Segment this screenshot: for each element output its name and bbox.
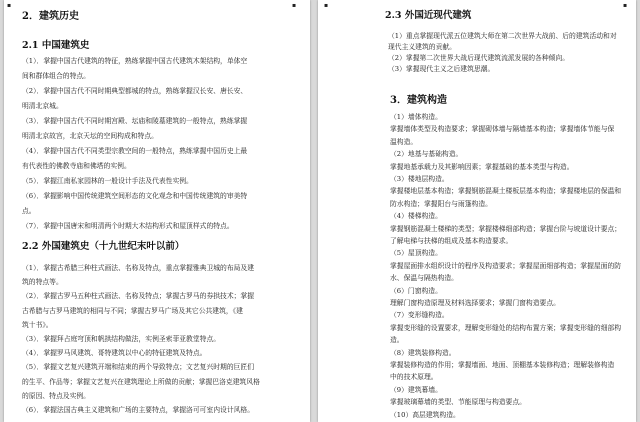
heading-2-2: 2.2 外国建筑史（十九世纪末叶以前）: [22, 241, 185, 252]
text-line: 古希腊与古罗马建筑的相同与不同；掌握古罗马广场及其它公共建筑，《建: [22, 306, 243, 315]
text-line: （3）．掌握中国古代不同时期宫殿、坛庙和陵墓建筑的一般特点，熟练掌握: [22, 117, 248, 125]
text-line: 掌握变形缝的设置要求，理解变形缝处的结构布置方案；掌握变形缝的细部构: [390, 323, 622, 332]
heading-2-1: 2.1 中国建筑史: [22, 40, 90, 51]
text-line: 温构造。: [390, 137, 418, 146]
text-line: （4）．掌握罗马风建筑、哥特建筑以中心的特征建筑及特点。: [22, 349, 207, 358]
text-line: （2）掌握第二次世界大战后现代建筑流派发展的各种倾向。: [388, 54, 570, 62]
left-document-page: [4, 0, 310, 422]
text-line: 理解门窗构造原理及材料选择要求；掌握门窗构造要点。: [390, 299, 560, 307]
text-line: （2）地基与基础构造。: [390, 150, 463, 159]
text-line: （2）．掌握中国古代不同时期典型都城的特点，熟练掌握汉长安、唐长安、: [22, 87, 248, 95]
text-line: （2）．掌握古罗马五种柱式画法、名称及特点；掌握古罗马的券拱技术；掌握: [22, 292, 255, 301]
text-line: （1）墙体构造。: [390, 113, 442, 121]
text-line: （6）门窗构造。: [390, 286, 442, 295]
text-line: 筑的特点等。: [22, 278, 63, 287]
text-line: 现代主义建筑的贡献。: [388, 43, 456, 51]
text-line: 明清北京城。: [22, 102, 63, 110]
text-line: 掌握屋面排水组织设计的程序及构造要求；掌握屋面细部构造；掌握屋面的防: [390, 261, 622, 270]
text-line: 掌握楼地层基本构造；掌握钢筋混凝土楼板层基本构造；掌握楼地层的保温和: [390, 187, 622, 196]
text-line: （1）重点掌握现代派五位建筑大师在第二次世界大战前、后的建筑活动和对: [388, 32, 617, 40]
right-document-page: [318, 0, 636, 422]
corner-mark: ▪: [7, 2, 12, 9]
heading-3-construction: 3．建筑构造: [390, 95, 447, 106]
corner-mark: ▪: [292, 2, 297, 9]
text-line: （4）．掌握中国古代不同类型宗教空间的一般特点，熟练掌握中国历史上最: [22, 147, 248, 155]
text-line: 中的技术原理。: [390, 373, 438, 382]
text-line: （8）建筑装修构造。: [390, 348, 456, 357]
text-line: 掌握墙体类型及构造要求；掌握砌体墙与隔墙基本构造；掌握墙体节能与保: [390, 125, 615, 134]
text-line: （3）掌握现代主义之后建筑思潮。: [388, 65, 495, 73]
text-line: 筑十书》。: [22, 320, 53, 329]
text-line: 水、保温与隔热构造。: [390, 274, 458, 283]
text-line: 掌握玻璃幕墙的类型、节能原理与构造要点。: [390, 398, 526, 407]
text-line: 有代表性的佛教寺庙和佛塔的实例。: [22, 162, 131, 170]
text-line: 掌握装修构造的作用；掌握墙面、地面、顶棚基本装修构造；理解装修构造: [390, 361, 615, 369]
text-line: （5）屋顶构造。: [390, 249, 442, 258]
text-line: （6）．掌握影响中国传统建筑空间形态的文化观念和中国传统建筑的审美特: [22, 192, 248, 200]
text-line: 点。: [22, 207, 36, 215]
text-line: （7）变形缝构造。: [390, 311, 449, 320]
text-line: （7）．掌握中国唐宋和明清两个时期大木结构形式和屋顶样式的特点。: [22, 222, 234, 230]
text-line: 明清北京故宫，北京天坛的空间构成和特点。: [22, 132, 158, 140]
text-line: （5）．掌握江南私家园林的一般设计手法及代表性实例。: [22, 177, 193, 185]
heading-2-history: 2．建筑历史: [22, 11, 79, 22]
text-line: 造。: [390, 336, 404, 345]
text-line: 了解电梯与扶梯的组成及基本构造要求。: [390, 237, 513, 245]
text-line: （9）建筑幕墙。: [390, 385, 442, 394]
text-line: （10）高层建筑构造。: [390, 410, 460, 419]
text-line: 掌握地基承载力及其影响因素；掌握基础的基本类型与构造。: [390, 162, 574, 171]
corner-mark: ▪: [623, 2, 628, 9]
text-line: 间和群体组合的特点。: [22, 72, 90, 80]
text-line: 的原因、特点及实例。: [22, 391, 90, 400]
text-line: （3）．掌握拜占庭穹顶和帆拱结构做法，实例圣索菲亚教堂特点。: [22, 335, 221, 343]
text-line: 的生平、作品等；掌握文艺复兴在建筑理论上所做的贡献；掌握巴洛克建筑风格: [22, 377, 260, 386]
text-line: （5）．掌握文艺复兴建筑开端和结束的两个导致特点；文艺复兴时期的巨匠们: [22, 363, 255, 372]
text-line: 掌握钢筋混凝土楼梯的类型；掌握楼梯细部构造；掌握台阶与坡道设计要点；: [390, 224, 622, 233]
text-line: （1）．掌握中国古代建筑的特征，熟练掌握中国古代建筑木架结构，单体空: [22, 57, 248, 65]
text-line: （6）．掌握法国古典主义建筑和广场的主要特点，掌握洛可可室内设计风格。: [22, 406, 255, 414]
heading-2-3: 2.3 外国近现代建筑: [385, 10, 472, 21]
text-line: 防水构造；掌握阳台与雨篷构造。: [390, 199, 492, 208]
text-line: （1）．掌握古希腊三种柱式画法、名称及特点，重点掌握雅典卫城的布局及建: [22, 264, 255, 272]
text-line: （4）楼梯构造。: [390, 212, 442, 221]
corner-mark: ▪: [324, 2, 329, 9]
text-line: （3）楼地层构造。: [390, 175, 449, 183]
